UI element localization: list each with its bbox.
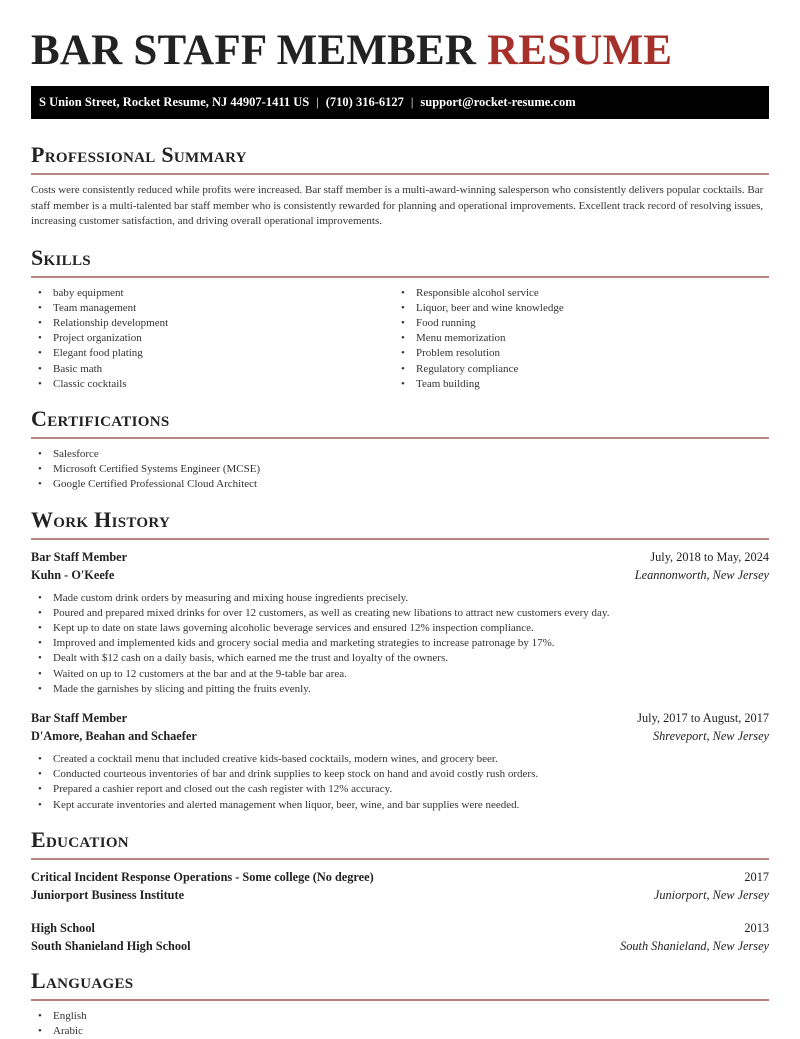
section-heading: Certifications: [31, 405, 170, 431]
job-header-row: [31, 548, 769, 566]
title-accent: RESUME: [487, 27, 673, 74]
job-bullets: [31, 752, 769, 813]
job-title: Bar Staff Member: [31, 549, 128, 564]
section-languages: [31, 968, 769, 1039]
skill-item: • Classic cocktails: [31, 377, 394, 392]
job-location: Shreveport, New Jersey: [653, 728, 769, 743]
education-location: Juniorport, New Jersey: [653, 887, 769, 902]
job-bullet: • Created a cocktail menu that included creative kids-based cocktails, modern wines, and grocery beer.: [31, 752, 769, 767]
job-bullet: • Conducted courteous inventories of bar and drink supplies to keep stock on hand and avoid costly rush orders.: [31, 767, 769, 782]
section-divider: [31, 437, 769, 439]
section-heading: Education: [31, 826, 129, 852]
skill-item: • Project organization: [31, 331, 394, 346]
skill-item: • baby equipment: [31, 286, 394, 301]
job-bullet: • Made the garnishes by slicing and pitting the fruits evenly.: [31, 682, 769, 697]
contact-address: S Union Street, Rocket Resume, NJ 44907-1411 US: [39, 95, 310, 109]
contact-bar: [31, 86, 769, 119]
job-bullets: [31, 591, 769, 697]
education-school: South Shanieland High School: [31, 938, 191, 953]
section-divider: [31, 858, 769, 860]
section-heading: Work History: [31, 506, 171, 532]
skill-item: • Relationship development: [31, 316, 394, 331]
job-location: Leannonworth, New Jersey: [634, 567, 769, 582]
job-company-row: [31, 727, 769, 745]
skill-item: • Elegant food plating: [31, 346, 394, 361]
section-work-history: [31, 507, 769, 813]
education-school-row: [31, 886, 769, 904]
job-bullet: • Improved and implemented kids and grocery social media and marketing strategies to increase patronage by 17%.: [31, 636, 769, 651]
job-company: D'Amore, Beahan and Schaefer: [31, 728, 197, 743]
job-bullet: • Prepared a cashier report and closed out the cash register with 12% accuracy.: [31, 782, 769, 797]
skills-columns: [31, 286, 769, 392]
job-header-row: [31, 709, 769, 727]
section-skills: [31, 245, 769, 392]
education-degree-row: [31, 919, 769, 937]
skill-item: • Team management: [31, 301, 394, 316]
section-certifications: [31, 406, 769, 493]
certification-item: • Google Certified Professional Cloud Architect: [31, 477, 769, 492]
job-bullet: • Poured and prepared mixed drinks for over 12 customers, as well as creating new libations to attract new customers every day.: [31, 606, 769, 621]
skill-item: • Food running: [394, 316, 757, 331]
certification-item: • Microsoft Certified Systems Engineer (MCSE): [31, 462, 769, 477]
education-degree: Critical Incident Response Operations - Some college (No degree): [31, 869, 374, 884]
education-degree-row: [31, 868, 769, 886]
title-main: BAR STAFF MEMBER: [31, 27, 477, 74]
section-education: [31, 827, 769, 955]
section-divider: [31, 276, 769, 278]
education-location: South Shanieland, New Jersey: [620, 938, 769, 953]
skill-item: • Basic math: [31, 362, 394, 377]
certifications-list: [31, 447, 769, 493]
contact-email[interactable]: support@rocket-resume.com: [420, 95, 576, 109]
job-bullet: • Made custom drink orders by measuring and mixing house ingredients precisely.: [31, 591, 769, 606]
summary-text: Costs were consistently reduced while profits were increased. Bar staff member is a multi-award-winning salesperson who consistently delivers popular cocktails. Bar staff member is a multi-talented bar staff member who is consistently rewarded for planning and operational improvements. Excellent track record of resolving issues, increasing customer satisfaction, and driving overall operational improvements.: [31, 184, 764, 227]
job-bullet: • Dealt with $12 cash on a daily basis, which earned me the trust and loyalty of the owners.: [31, 651, 769, 666]
skill-item: • Menu memorization: [394, 331, 757, 346]
language-item: • Arabic: [31, 1024, 769, 1039]
education-degree: High School: [31, 920, 95, 935]
contact-separator: |: [316, 95, 319, 109]
education-year: 2017: [744, 869, 769, 884]
resume-title: [31, 0, 769, 74]
contact-separator: |: [410, 95, 414, 109]
skill-item: • Problem resolution: [394, 346, 757, 361]
job-bullet: • Kept accurate inventories and alerted management when liquor, beer, wine, and bar supplies were needed.: [31, 798, 769, 813]
job-company-row: [31, 566, 769, 584]
skills-list-right: [394, 286, 757, 392]
section-heading: Skills: [31, 244, 91, 270]
section-heading: Languages: [31, 967, 134, 993]
section-divider: [31, 538, 769, 540]
skill-item: • Regulatory compliance: [394, 362, 757, 377]
job-title: Bar Staff Member: [31, 710, 128, 725]
section-divider: [31, 173, 769, 175]
section-heading: Professional Summary: [31, 142, 247, 167]
job-company: Kuhn - O'Keefe: [31, 567, 115, 582]
section-summary: [31, 142, 769, 230]
skills-list-left: [31, 286, 394, 392]
job-bullet: • Waited on up to 12 customers at the bar and at the 9-table bar area.: [31, 667, 769, 682]
language-item: • English: [31, 1009, 769, 1024]
contact-phone: (710) 316-6127: [325, 95, 404, 109]
education-entry: [31, 868, 769, 904]
job-entry: [31, 548, 769, 697]
education-school: Juniorport Business Institute: [31, 887, 185, 902]
job-entry: [31, 709, 769, 813]
skill-item: • Responsible alcohol service: [394, 286, 757, 301]
education-entry: [31, 919, 769, 955]
languages-list: [31, 1009, 769, 1039]
education-year: 2013: [744, 920, 769, 935]
education-school-row: [31, 937, 769, 955]
job-bullet: • Kept up to date on state laws governing alcoholic beverage services and ensured 12% inspection compliance.: [31, 621, 769, 636]
section-divider: [31, 999, 769, 1001]
skill-item: • Team building: [394, 377, 757, 392]
job-dates: July, 2017 to August, 2017: [637, 710, 769, 725]
skill-item: • Liquor, beer and wine knowledge: [394, 301, 757, 316]
certification-item: • Salesforce: [31, 447, 769, 462]
job-dates: July, 2018 to May, 2024: [650, 549, 769, 564]
